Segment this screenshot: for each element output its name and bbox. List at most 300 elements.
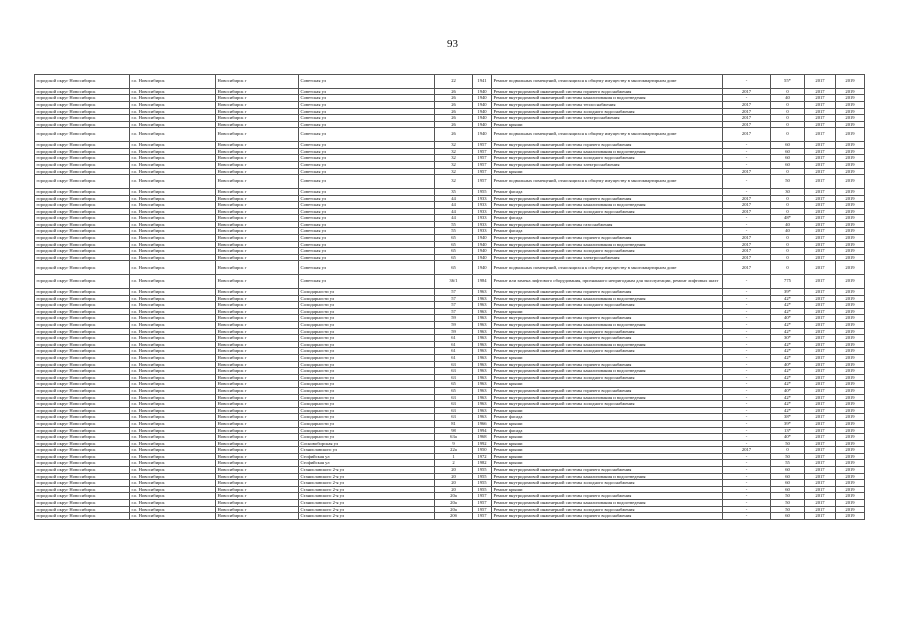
table-row (35, 361, 865, 368)
table-cell-year: 1957 (473, 493, 492, 500)
table-cell-year-to: 2019 (836, 434, 865, 441)
table-cell-year: 1957 (473, 513, 492, 520)
table-cell-year: 1972 (473, 453, 492, 460)
table-cell-year: 1963 (473, 348, 492, 355)
table-cell-plan-from: - (723, 460, 771, 467)
table-cell-year-from: 2017 (805, 322, 836, 329)
table-cell-city: Новосибирск г (216, 155, 299, 162)
table-cell-city: Новосибирск г (216, 506, 299, 513)
table-cell-year-to: 2019 (836, 254, 865, 261)
table-cell-district: городской округ Новосибирск (35, 228, 130, 235)
table-cell-cost: 0 (771, 235, 805, 242)
table-cell-house: 65 (435, 248, 473, 255)
table-cell-cost: 42* (771, 354, 805, 361)
table-cell-house: 59 (435, 328, 473, 335)
table-cell-settlement: г.о. Новосибирск (130, 322, 216, 329)
table-cell-district: городской округ Новосибирск (35, 295, 130, 302)
table-cell-year-to: 2019 (836, 235, 865, 242)
table-cell-settlement: г.о. Новосибирск (130, 328, 216, 335)
table-cell-plan-from: - (723, 500, 771, 507)
table-cell-year-to: 2019 (836, 414, 865, 421)
table-cell-house: 22 (435, 75, 473, 89)
table-row (35, 447, 865, 454)
table-cell-district: городской округ Новосибирск (35, 75, 130, 89)
table-cell-city: Новосибирск г (216, 208, 299, 215)
table-cell-house: 65 (435, 261, 473, 275)
table-cell-street: Солидарности ул (299, 414, 435, 421)
table-cell-year-to: 2019 (836, 322, 865, 329)
table-cell-house: 44 (435, 202, 473, 209)
table-cell-district: городской округ Новосибирск (35, 407, 130, 414)
table-cell-house: 55 (435, 221, 473, 228)
table-cell-cost: 0 (771, 108, 805, 115)
table-row (35, 108, 865, 115)
table-cell-cost: 775 (771, 275, 805, 289)
table-cell-district: городской округ Новосибирск (35, 195, 130, 202)
table-cell-district: городской округ Новосибирск (35, 128, 130, 142)
table-cell-city: Новосибирск г (216, 354, 299, 361)
table-cell-plan-from: - (723, 453, 771, 460)
table-cell-city: Новосибирск г (216, 315, 299, 322)
table-cell-plan-from: - (723, 401, 771, 408)
table-cell-settlement: г.о. Новосибирск (130, 275, 216, 289)
table-row (35, 460, 865, 467)
table-cell-house: 26 (435, 95, 473, 102)
table-cell-house: 57 (435, 302, 473, 309)
table-row (35, 75, 865, 89)
table-cell-work: Ремонт подвальных помещений, относящихся к общему имуществу в многоквартирном доме (492, 75, 723, 89)
table-cell-city: Новосибирск г (216, 195, 299, 202)
table-cell-work: Ремонт внутридомовой инженерной системы холодного водоснабжения (492, 348, 723, 355)
table-cell-district: городской округ Новосибирск (35, 241, 130, 248)
table-cell-cost: 42* (771, 401, 805, 408)
table-cell-house: 2 (435, 460, 473, 467)
table-row (35, 208, 865, 215)
table-cell-house: 36/1 (435, 275, 473, 289)
table-cell-street: Советская ул (299, 195, 435, 202)
table-cell-year-from: 2017 (805, 95, 836, 102)
table-cell-year: 1963 (473, 401, 492, 408)
table-cell-district: городской округ Новосибирск (35, 427, 130, 434)
table-cell-house: 65 (435, 254, 473, 261)
table-cell-city: Новосибирск г (216, 121, 299, 128)
table-cell-cost: 40* (771, 434, 805, 441)
table-cell-street: Советская ул (299, 228, 435, 235)
table-cell-settlement: г.о. Новосибирск (130, 195, 216, 202)
table-cell-house: 44 (435, 208, 473, 215)
table-cell-year-from: 2017 (805, 414, 836, 421)
table-cell-settlement: г.о. Новосибирск (130, 155, 216, 162)
table-cell-street: Солидарности ул (299, 322, 435, 329)
table-cell-plan-from: - (723, 420, 771, 427)
table-cell-city: Новосибирск г (216, 414, 299, 421)
table-row (35, 506, 865, 513)
table-cell-street: Солидарности ул (299, 420, 435, 427)
table-row (35, 480, 865, 487)
table-cell-plan-from: - (723, 434, 771, 441)
table-cell-district: городской округ Новосибирск (35, 261, 130, 275)
table-cell-year-to: 2019 (836, 95, 865, 102)
table-cell-plan-from: 2017 (723, 128, 771, 142)
table-row (35, 221, 865, 228)
table-cell-district: городской округ Новосибирск (35, 480, 130, 487)
table-row (35, 228, 865, 235)
table-cell-house: 20 (435, 486, 473, 493)
table-cell-district: городской округ Новосибирск (35, 434, 130, 441)
table-cell-house: 32 (435, 168, 473, 175)
table-cell-house: 26 (435, 121, 473, 128)
table-cell-district: городской округ Новосибирск (35, 155, 130, 162)
table-cell-house: 9 (435, 440, 473, 447)
table-cell-district: городской округ Новосибирск (35, 315, 130, 322)
table-row (35, 215, 865, 222)
table-cell-settlement: г.о. Новосибирск (130, 401, 216, 408)
table-cell-district: городской округ Новосибирск (35, 354, 130, 361)
table-cell-house: 26 (435, 101, 473, 108)
table-cell-city: Новосибирск г (216, 401, 299, 408)
table-cell-street: Солидарности ул (299, 295, 435, 302)
table-cell-city: Новосибирск г (216, 221, 299, 228)
table-cell-house: 44 (435, 195, 473, 202)
table-cell-plan-from: - (723, 175, 771, 189)
table-cell-work: Ремонт внутридомовой инженерной системы электроснабжения (492, 161, 723, 168)
table-cell-house: 1 (435, 453, 473, 460)
table-cell-settlement: г.о. Новосибирск (130, 427, 216, 434)
table-cell-house: 20б (435, 513, 473, 520)
table-cell-city: Новосибирск г (216, 108, 299, 115)
table-cell-year-to: 2019 (836, 381, 865, 388)
table-cell-house: 32 (435, 142, 473, 149)
table-cell-plan-from: - (723, 215, 771, 222)
table-cell-street: Советская ул (299, 128, 435, 142)
table-cell-year-to: 2019 (836, 155, 865, 162)
table-cell-house: 32 (435, 155, 473, 162)
table-cell-settlement: г.о. Новосибирск (130, 254, 216, 261)
table-cell-year-from: 2017 (805, 387, 836, 394)
table-cell-work: Ремонт фасада (492, 414, 723, 421)
table-cell-street: Советская ул (299, 221, 435, 228)
table-row (35, 414, 865, 421)
table-cell-year-from: 2017 (805, 420, 836, 427)
table-cell-year: 1963 (473, 374, 492, 381)
table-cell-city: Новосибирск г (216, 142, 299, 149)
table-cell-cost: 13* (771, 427, 805, 434)
table-cell-year-from: 2017 (805, 289, 836, 296)
table-cell-year-from: 2017 (805, 401, 836, 408)
table-cell-year-to: 2019 (836, 361, 865, 368)
table-cell-year-from: 2017 (805, 368, 836, 375)
table-cell-house: 20 (435, 467, 473, 474)
table-cell-city: Новосибирск г (216, 202, 299, 209)
table-cell-house: 59 (435, 322, 473, 329)
table-cell-plan-from: - (723, 295, 771, 302)
table-cell-cost: 42* (771, 295, 805, 302)
table-cell-cost: 60 (771, 155, 805, 162)
table-cell-house: 63 (435, 414, 473, 421)
table-cell-district: городской округ Новосибирск (35, 368, 130, 375)
table-cell-work: Ремонт фасада (492, 215, 723, 222)
table-cell-district: городской округ Новосибирск (35, 101, 130, 108)
table-cell-street: Солидарности ул (299, 394, 435, 401)
table-row (35, 328, 865, 335)
table-cell-settlement: г.о. Новосибирск (130, 161, 216, 168)
table-cell-year-from: 2017 (805, 121, 836, 128)
table-cell-year-to: 2019 (836, 407, 865, 414)
table-cell-year-from: 2017 (805, 248, 836, 255)
table-body (35, 75, 865, 520)
table-row (35, 335, 865, 342)
table-cell-plan-from: - (723, 361, 771, 368)
table-cell-work: Ремонт внутридомовой инженерной системы канализования и водоотведения (492, 202, 723, 209)
table-cell-work: Ремонт крыши (492, 486, 723, 493)
table-cell-plan-from: - (723, 142, 771, 149)
table-cell-year-to: 2019 (836, 453, 865, 460)
table-cell-city: Новосибирск г (216, 368, 299, 375)
table-cell-settlement: г.о. Новосибирск (130, 513, 216, 520)
table-row (35, 493, 865, 500)
table-cell-district: городской округ Новосибирск (35, 188, 130, 195)
table-cell-work: Ремонт крыши (492, 407, 723, 414)
table-cell-cost: 39* (771, 289, 805, 296)
table-cell-work: Ремонт внутридомовой инженерной системы канализования и водоотведения (492, 341, 723, 348)
table-cell-street: Станиславского 2-я ул (299, 486, 435, 493)
table-cell-city: Новосибирск г (216, 215, 299, 222)
table-cell-cost: 50 (771, 493, 805, 500)
table-cell-street: Стофийская ул (299, 460, 435, 467)
table-cell-district: городской округ Новосибирск (35, 95, 130, 102)
table-cell-city: Новосибирск г (216, 460, 299, 467)
table-cell-plan-from: 2017 (723, 261, 771, 275)
table-cell-year: 1955 (473, 480, 492, 487)
table-row (35, 354, 865, 361)
table-cell-street: Солидарности ул (299, 348, 435, 355)
table-cell-work: Ремонт внутридомовой инженерной системы канализования и водоотведения (492, 241, 723, 248)
table-row (35, 486, 865, 493)
table-cell-settlement: г.о. Новосибирск (130, 460, 216, 467)
table-cell-year-from: 2017 (805, 215, 836, 222)
table-cell-year: 1963 (473, 361, 492, 368)
table-cell-plan-from: - (723, 387, 771, 394)
table-cell-city: Новосибирск г (216, 407, 299, 414)
table-cell-settlement: г.о. Новосибирск (130, 407, 216, 414)
table-cell-house: 26 (435, 108, 473, 115)
table-cell-year-to: 2019 (836, 88, 865, 95)
table-cell-work: Ремонт крыши (492, 453, 723, 460)
table-cell-year-from: 2017 (805, 506, 836, 513)
table-row (35, 254, 865, 261)
table-cell-year-to: 2019 (836, 447, 865, 454)
table-cell-city: Новосибирск г (216, 88, 299, 95)
table-cell-work: Ремонт крыши (492, 447, 723, 454)
table-cell-year: 1940 (473, 115, 492, 122)
table-cell-plan-from: - (723, 328, 771, 335)
table-cell-city: Новосибирск г (216, 486, 299, 493)
table-cell-street: Солидарности ул (299, 361, 435, 368)
table-cell-year: 1957 (473, 506, 492, 513)
table-cell-settlement: г.о. Новосибирск (130, 335, 216, 342)
table-cell-year: 1984 (473, 275, 492, 289)
table-row (35, 308, 865, 315)
table-cell-year-to: 2019 (836, 228, 865, 235)
table-cell-plan-from: - (723, 75, 771, 89)
table-cell-street: Советская ул (299, 161, 435, 168)
table-cell-plan-from: 2017 (723, 241, 771, 248)
table-cell-year: 1940 (473, 108, 492, 115)
table-cell-year: 1963 (473, 354, 492, 361)
table-cell-cost: 60 (771, 486, 805, 493)
table-cell-year-from: 2017 (805, 175, 836, 189)
table-cell-cost: 55* (771, 75, 805, 89)
table-cell-settlement: г.о. Новосибирск (130, 295, 216, 302)
table-cell-settlement: г.о. Новосибирск (130, 228, 216, 235)
table-cell-street: Стофийская ул (299, 453, 435, 460)
table-cell-year: 1963 (473, 407, 492, 414)
table-cell-city: Новосибирск г (216, 480, 299, 487)
table-cell-street: Советская ул (299, 95, 435, 102)
table-cell-year-to: 2019 (836, 215, 865, 222)
table-cell-year: 1963 (473, 414, 492, 421)
table-cell-settlement: г.о. Новосибирск (130, 374, 216, 381)
table-cell-district: городской округ Новосибирск (35, 447, 130, 454)
table-cell-cost: 55 (771, 460, 805, 467)
table-cell-year-from: 2017 (805, 142, 836, 149)
table-cell-work: Ремонт внутридомовой инженерной системы холодного водоснабжения (492, 248, 723, 255)
table-cell-year-from: 2017 (805, 467, 836, 474)
table-cell-year: 1933 (473, 208, 492, 215)
table-row (35, 453, 865, 460)
table-cell-year: 1933 (473, 215, 492, 222)
table-cell-plan-from: 2017 (723, 121, 771, 128)
table-row (35, 95, 865, 102)
table-row (35, 115, 865, 122)
table-cell-house: 26 (435, 115, 473, 122)
table-cell-cost: 42* (771, 341, 805, 348)
table-cell-plan-from: - (723, 354, 771, 361)
table-cell-city: Новосибирск г (216, 115, 299, 122)
table-cell-work: Ремонт внутридомовой инженерной системы горячего водоснабжения (492, 361, 723, 368)
table-cell-street: Советская ул (299, 202, 435, 209)
table-cell-cost: 0 (771, 208, 805, 215)
table-cell-cost: 0 (771, 168, 805, 175)
table-cell-city: Новосибирск г (216, 420, 299, 427)
table-cell-cost: 38* (771, 414, 805, 421)
table-cell-year: 1940 (473, 88, 492, 95)
table-cell-settlement: г.о. Новосибирск (130, 168, 216, 175)
table-cell-settlement: г.о. Новосибирск (130, 354, 216, 361)
table-cell-year-to: 2019 (836, 295, 865, 302)
table-cell-year: 1941 (473, 75, 492, 89)
table-cell-street: Советская ул (299, 75, 435, 89)
table-cell-year-to: 2019 (836, 202, 865, 209)
table-cell-city: Новосибирск г (216, 248, 299, 255)
table-cell-year: 1957 (473, 168, 492, 175)
table-cell-street: Станиславского 2-я ул (299, 506, 435, 513)
table-cell-year-to: 2019 (836, 161, 865, 168)
table-cell-year-from: 2017 (805, 374, 836, 381)
table-cell-work: Ремонт внутридомовой инженерной системы холодного водоснабжения (492, 208, 723, 215)
table-cell-house: 81 (435, 420, 473, 427)
table-cell-year-from: 2017 (805, 275, 836, 289)
table-cell-year-to: 2019 (836, 486, 865, 493)
table-cell-plan-from: - (723, 148, 771, 155)
table-cell-plan-from: - (723, 381, 771, 388)
table-cell-plan-from: 2017 (723, 254, 771, 261)
table-cell-work: Ремонт крыши (492, 168, 723, 175)
table-row (35, 128, 865, 142)
table-cell-district: городской округ Новосибирск (35, 168, 130, 175)
table-cell-city: Новосибирск г (216, 308, 299, 315)
table-cell-year-from: 2017 (805, 348, 836, 355)
table-cell-cost: 50 (771, 440, 805, 447)
table-cell-plan-from: 2017 (723, 108, 771, 115)
table-cell-plan-from: - (723, 289, 771, 296)
table-cell-district: городской округ Новосибирск (35, 202, 130, 209)
table-cell-plan-from: - (723, 473, 771, 480)
table-cell-district: городской округ Новосибирск (35, 121, 130, 128)
table-cell-city: Новосибирск г (216, 95, 299, 102)
table-cell-city: Новосибирск г (216, 453, 299, 460)
table-cell-year: 1963 (473, 335, 492, 342)
table-cell-work: Ремонт внутридомовой инженерной системы горячего водоснабжения (492, 467, 723, 474)
table-cell-district: городской округ Новосибирск (35, 348, 130, 355)
table-cell-year-to: 2019 (836, 473, 865, 480)
table-cell-plan-from: - (723, 161, 771, 168)
table-cell-cost: 60 (771, 513, 805, 520)
table-cell-cost: 60 (771, 161, 805, 168)
table-cell-district: городской округ Новосибирск (35, 335, 130, 342)
table-cell-year: 1963 (473, 328, 492, 335)
table-cell-year-to: 2019 (836, 460, 865, 467)
table-cell-year: 1933 (473, 195, 492, 202)
table-cell-settlement: г.о. Новосибирск (130, 381, 216, 388)
table-cell-work: Ремонт крыши (492, 121, 723, 128)
table-row (35, 407, 865, 414)
table-cell-year-to: 2019 (836, 467, 865, 474)
table-cell-district: городской округ Новосибирск (35, 440, 130, 447)
table-cell-plan-from: - (723, 348, 771, 355)
table-cell-plan-from: - (723, 506, 771, 513)
table-cell-street: Солидарности ул (299, 289, 435, 296)
table-cell-settlement: г.о. Новосибирск (130, 420, 216, 427)
table-cell-plan-from: - (723, 315, 771, 322)
table-cell-street: Советская ул (299, 108, 435, 115)
table-row (35, 381, 865, 388)
table-cell-year-to: 2019 (836, 394, 865, 401)
table-cell-work: Ремонт внутридомовой инженерной системы холодного водоснабжения (492, 302, 723, 309)
table-cell-year-to: 2019 (836, 440, 865, 447)
table-cell-year-from: 2017 (805, 75, 836, 89)
table-cell-settlement: г.о. Новосибирск (130, 75, 216, 89)
table-cell-district: городской округ Новосибирск (35, 401, 130, 408)
table-row (35, 302, 865, 309)
table-cell-year-to: 2019 (836, 368, 865, 375)
table-cell-street: Солидарности ул (299, 434, 435, 441)
table-cell-plan-from: - (723, 394, 771, 401)
table-cell-settlement: г.о. Новосибирск (130, 302, 216, 309)
table-cell-settlement: г.о. Новосибирск (130, 315, 216, 322)
table-cell-city: Новосибирск г (216, 302, 299, 309)
table-cell-city: Новосибирск г (216, 228, 299, 235)
table-cell-district: городской округ Новосибирск (35, 387, 130, 394)
table-cell-year-to: 2019 (836, 75, 865, 89)
table-cell-settlement: г.о. Новосибирск (130, 493, 216, 500)
table-cell-street: Советская ул (299, 235, 435, 242)
table-cell-house: 20а (435, 493, 473, 500)
table-cell-year-to: 2019 (836, 427, 865, 434)
table-cell-year-from: 2017 (805, 168, 836, 175)
table-row (35, 401, 865, 408)
table-cell-city: Новосибирск г (216, 341, 299, 348)
